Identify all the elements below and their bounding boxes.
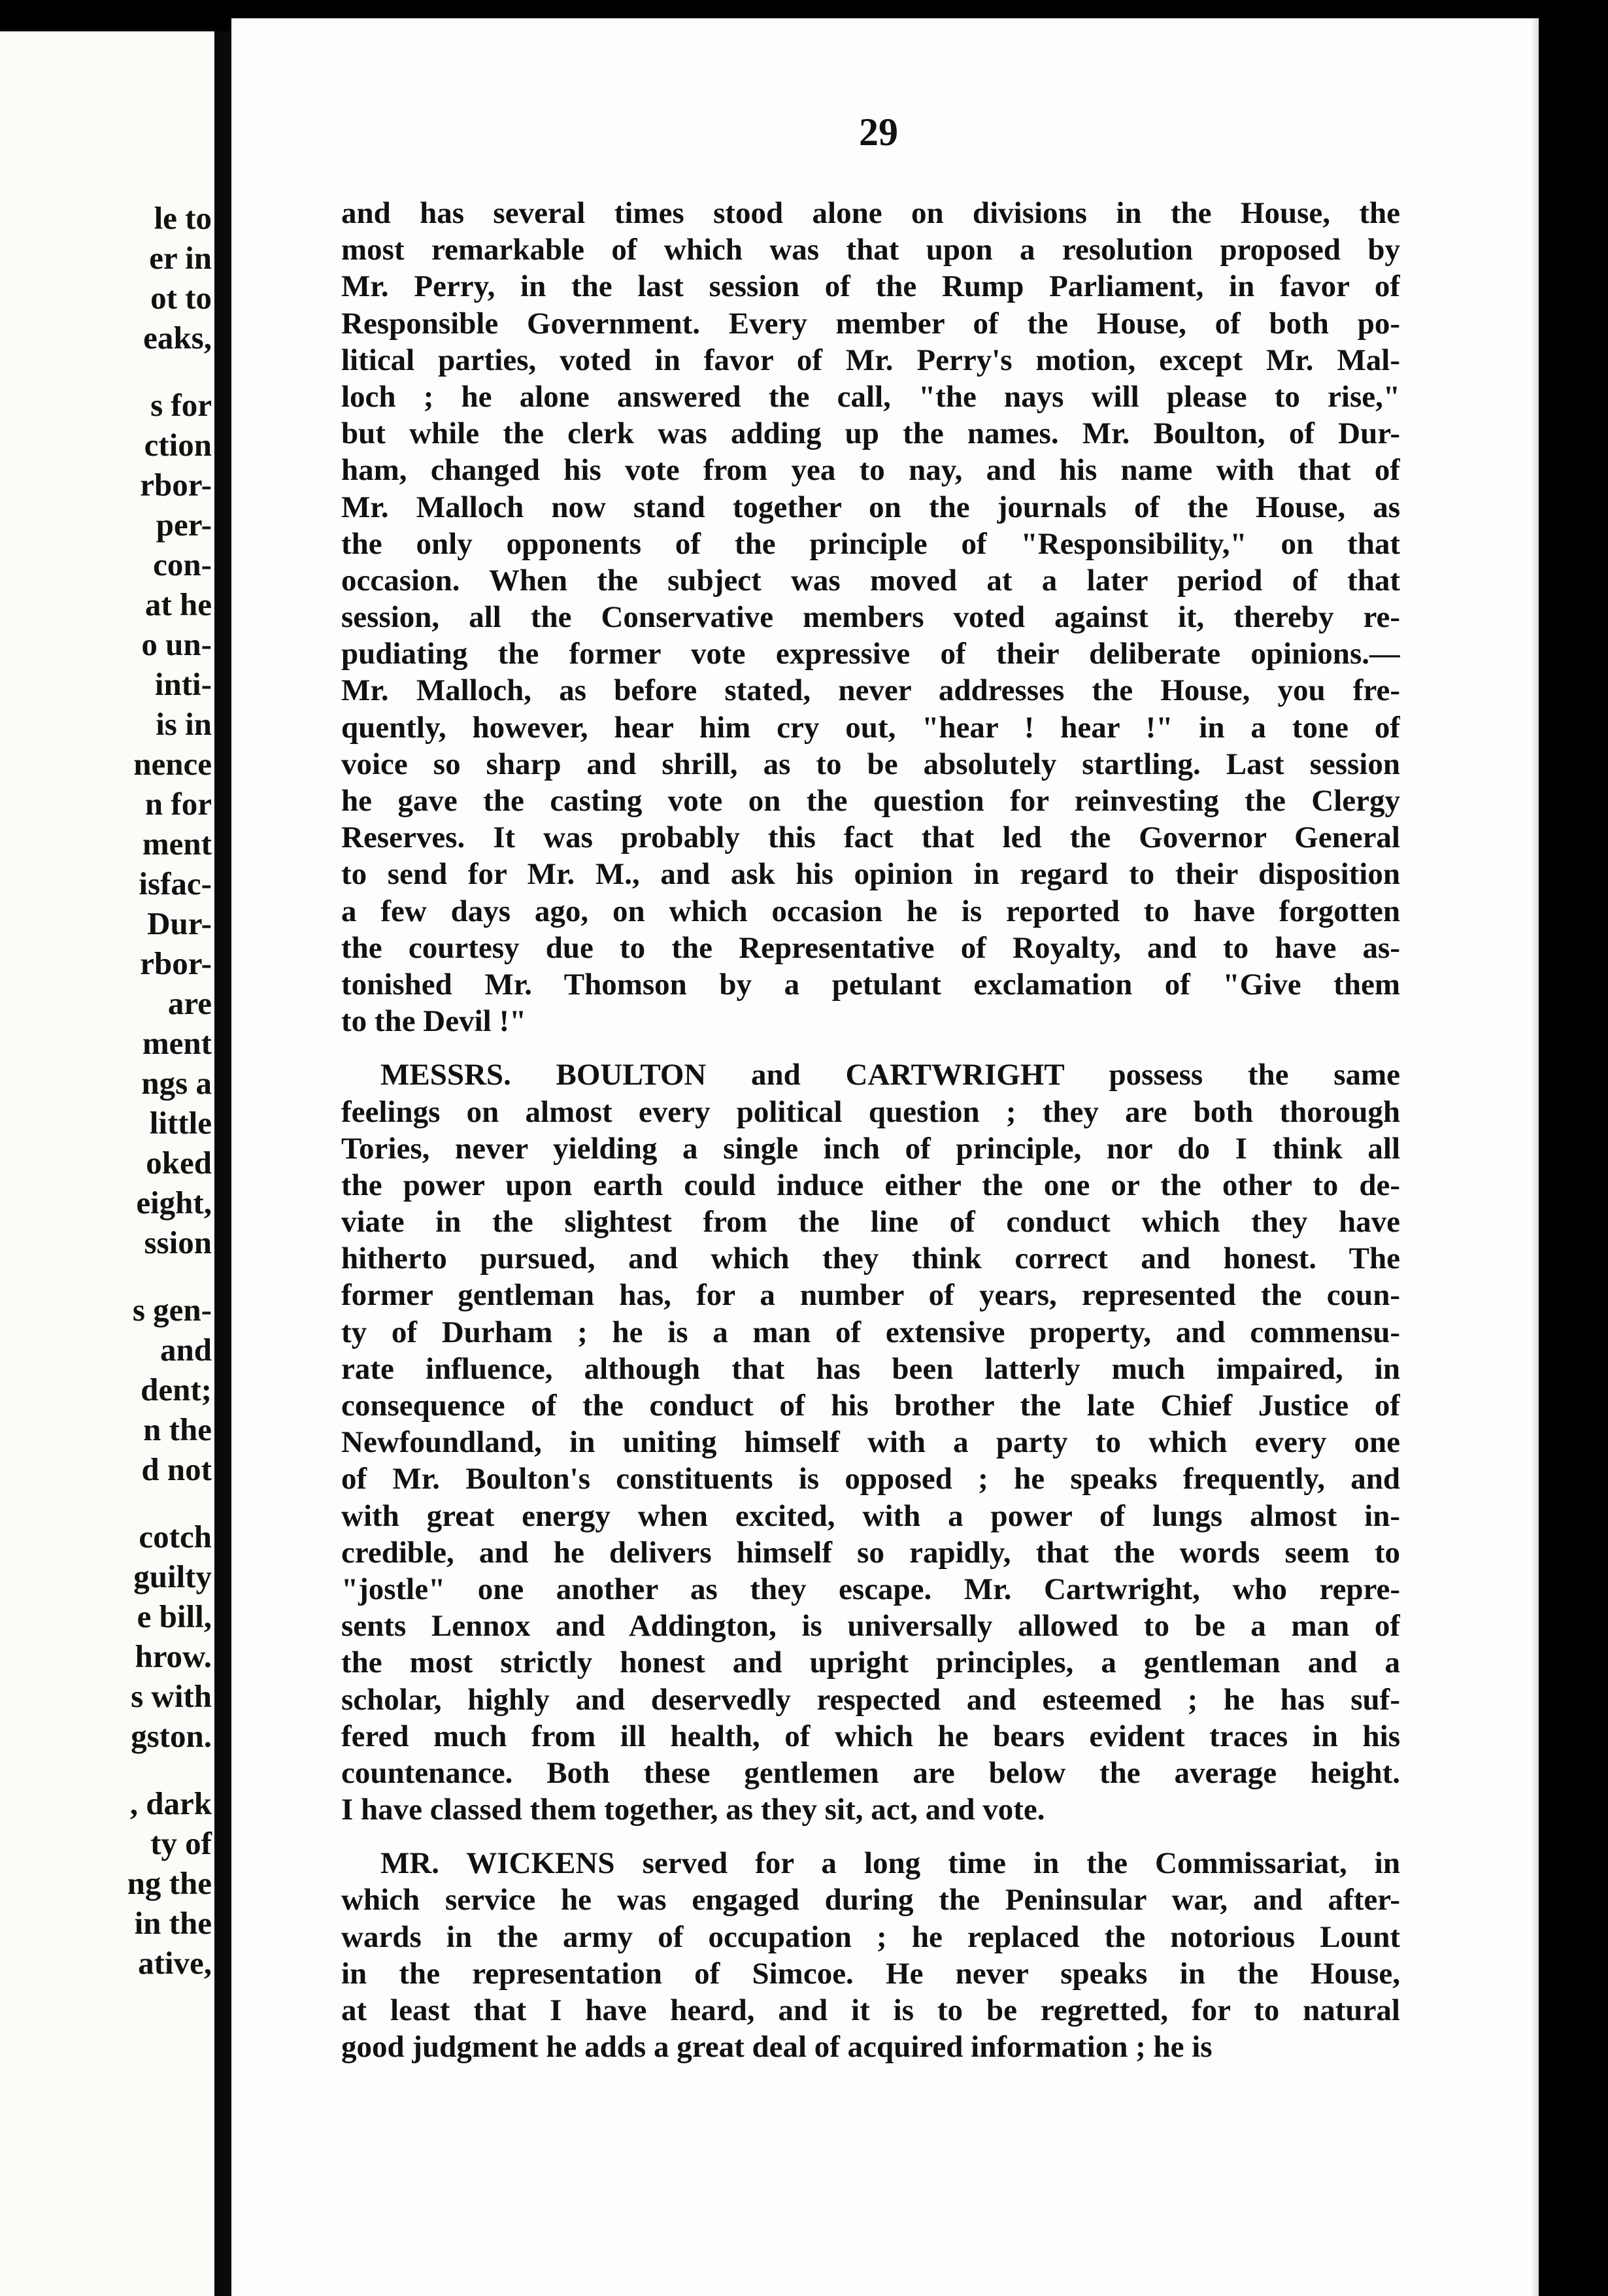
left-page-line: s gen- xyxy=(132,1292,212,1328)
scan-background xyxy=(1539,18,1608,2296)
left-page-line: hrow. xyxy=(135,1638,212,1674)
page-edge-shadow xyxy=(1531,18,1539,2296)
left-page-line: ment xyxy=(142,826,212,862)
left-page-line: gston. xyxy=(131,1718,212,1754)
text-line: the courtesy due to the Representative of Royalty, and to have as- xyxy=(341,930,1400,965)
left-facing-page xyxy=(0,31,214,2296)
left-page-line: e bill, xyxy=(137,1598,212,1634)
page-number: 29 xyxy=(859,110,898,154)
paragraph xyxy=(341,195,1400,1039)
text-line: Newfoundland, in uniting himself with a party to which every one xyxy=(341,1425,1400,1460)
text-line: countenance. Both these gentlemen are below the average height. xyxy=(341,1755,1400,1790)
text-line: Reserves. It was probably this fact that led the Governor General xyxy=(341,820,1400,855)
left-page-gap xyxy=(3,358,212,385)
left-page-line: little xyxy=(149,1105,212,1141)
left-page-line: er in xyxy=(149,240,212,276)
text-line: the power upon earth could induce either the one or the other to de- xyxy=(341,1168,1400,1202)
left-page-line: , dark xyxy=(129,1785,212,1821)
text-line: voice so sharp and shrill, as to be absolutely startling. Last session xyxy=(341,747,1400,781)
article-body xyxy=(341,195,1400,2065)
book-gutter xyxy=(214,31,231,2296)
text-line: scholar, highly and deservedly respected and esteemed ; he has suf- xyxy=(341,1682,1400,1717)
text-line: at least that I have heard, and it is to be regretted, for to natural xyxy=(341,1993,1400,2027)
text-line: former gentleman has, for a number of years, represented the coun- xyxy=(341,1278,1400,1313)
text-line: pudiating the former vote expressive of their deliberate opinions.— xyxy=(341,637,1400,671)
left-page-line: ot to xyxy=(150,280,212,316)
text-line: to the Devil !" xyxy=(341,1004,527,1039)
left-page-line: dent; xyxy=(141,1372,212,1408)
left-page-line: ng the xyxy=(127,1865,212,1901)
text-line: Responsible Government. Every member of the House, of both po- xyxy=(341,306,1400,341)
text-line: wards in the army of occupation ; he replaced the notorious Lount xyxy=(341,1919,1400,1954)
left-page-line: le to xyxy=(154,200,212,236)
left-page-line: nence xyxy=(133,746,212,782)
text-line: I have classed them together, as they sit, act, and vote. xyxy=(341,1793,1045,1827)
left-page-line: o un- xyxy=(141,626,212,662)
text-line: "jostle" one another as they escape. Mr. Cartwright, who repre- xyxy=(341,1572,1400,1606)
left-page-line: ty of xyxy=(150,1825,212,1861)
left-page-line: ngs a xyxy=(141,1065,212,1101)
main-page xyxy=(231,18,1539,2296)
left-page-line: eaks, xyxy=(143,320,212,356)
left-page-line: ment xyxy=(142,1025,212,1061)
left-page-line: n the xyxy=(143,1411,212,1447)
text-line: a few days ago, on which occasion he is reported to have forgotten xyxy=(341,894,1400,928)
text-line: consequence of the conduct of his brother the late Chief Justice of xyxy=(341,1389,1400,1423)
left-page-line: oked xyxy=(146,1145,212,1181)
left-page-line: at he xyxy=(144,586,212,622)
text-line: litical parties, voted in favor of Mr. Perry's motion, except Mr. Mal- xyxy=(341,343,1400,377)
left-page-line: ative, xyxy=(138,1945,212,1981)
text-line: session, all the Conservative members voted against it, thereby re- xyxy=(341,600,1400,635)
left-page-line: n for xyxy=(144,786,212,822)
text-line: feelings on almost every political question ; they are both thorough xyxy=(341,1094,1400,1129)
left-page-line: rbor- xyxy=(140,945,212,981)
text-line: loch ; he alone answered the call, "the nays will please to rise," xyxy=(341,379,1400,414)
text-line: of Mr. Boulton's constituents is opposed ; he speaks frequently, and xyxy=(341,1462,1400,1496)
left-page-line: inti- xyxy=(154,666,212,702)
text-line: MESSRS. BOULTON and CARTWRIGHT possess the same xyxy=(380,1058,1400,1092)
text-line: rate influence, although that has been latterly much impaired, in xyxy=(341,1351,1400,1386)
left-page-line: s with xyxy=(131,1678,212,1714)
text-line: with great energy when excited, with a power of lungs almost in- xyxy=(341,1498,1400,1533)
paragraph-gap xyxy=(341,1039,1400,1056)
left-page-line: rbor- xyxy=(140,467,212,503)
text-line: he gave the casting vote on the question for reinvesting the Clergy xyxy=(341,784,1400,818)
text-line: sents Lennox and Addington, is universally allowed to be a man of xyxy=(341,1609,1400,1644)
text-line: quently, however, hear him cry out, "hear ! hear !" in a tone of xyxy=(341,710,1400,745)
left-page-line: and xyxy=(159,1332,212,1368)
left-page-line: ssion xyxy=(144,1224,212,1260)
text-line: fered much from ill health, of which he bears evident traces in his xyxy=(341,1719,1400,1753)
text-line: which service he was engaged during the Peninsular war, and after- xyxy=(341,1883,1400,1917)
left-page-line: cotch xyxy=(139,1519,212,1555)
left-page-line: s for xyxy=(150,387,212,423)
text-line: Mr. Perry, in the last session of the Rump Parliament, in favor of xyxy=(341,269,1400,304)
text-line: the most strictly honest and upright principles, a gentleman and a xyxy=(341,1646,1400,1680)
left-page-line: per- xyxy=(156,507,212,543)
paragraph xyxy=(341,1845,1400,2065)
text-line: MR. WICKENS served for a long time in the Commissariat, in xyxy=(380,1846,1400,1881)
text-line: occasion. When the subject was moved at a later period of that xyxy=(341,563,1400,598)
text-line: hitherto pursued, and which they think correct and honest. The xyxy=(341,1241,1400,1276)
text-line: most remarkable of which was that upon a resolution proposed by xyxy=(341,233,1400,267)
left-page-line: in the xyxy=(134,1905,212,1941)
text-line: Mr. Malloch, as before stated, never addresses the House, you fre- xyxy=(341,673,1400,708)
text-line: ham, changed his vote from yea to nay, and his name with that of xyxy=(341,453,1400,488)
text-line: credible, and he delivers himself so rapidly, that the words seem to xyxy=(341,1535,1400,1570)
left-page-line: d not xyxy=(141,1451,212,1487)
paragraph-gap xyxy=(341,1828,1400,1845)
left-page-line: isfac- xyxy=(139,866,212,902)
left-page-line: are xyxy=(167,985,212,1021)
text-line: Tories, never yielding a single inch of principle, nor do I think all xyxy=(341,1131,1400,1166)
text-line: in the representation of Simcoe. He never speaks in the House, xyxy=(341,1956,1400,1991)
left-page-line: ction xyxy=(144,427,212,463)
left-page-text xyxy=(3,198,212,1983)
left-page-gap xyxy=(3,1262,212,1290)
left-page-line: eight, xyxy=(136,1185,212,1221)
left-page-line: con- xyxy=(153,547,212,582)
text-line: but while the clerk was adding up the names. Mr. Boulton, of Dur- xyxy=(341,416,1400,451)
text-line: viate in the slightest from the line of conduct which they have xyxy=(341,1205,1400,1240)
left-page-gap xyxy=(3,1756,212,1783)
left-page-line: guilty xyxy=(133,1559,212,1595)
text-line: Mr. Malloch now stand together on the journals of the House, as xyxy=(341,490,1400,524)
left-page-line: Dur- xyxy=(147,905,212,941)
left-page-line: is in xyxy=(156,706,212,742)
text-line: ty of Durham ; he is a man of extensive property, and commensu- xyxy=(341,1315,1400,1349)
text-line: tonished Mr. Thomson by a petulant exclamation of "Give them xyxy=(341,967,1400,1002)
text-line: and has several times stood alone on divisions in the House, the xyxy=(341,196,1400,230)
text-line: to send for Mr. M., and ask his opinion in regard to their disposition xyxy=(341,857,1400,892)
paragraph xyxy=(341,1056,1400,1828)
text-line: the only opponents of the principle of "Responsibility," on that xyxy=(341,526,1400,561)
text-line: good judgment he adds a great deal of acquired information ; he is xyxy=(341,2030,1213,2065)
left-page-gap xyxy=(3,1489,212,1517)
